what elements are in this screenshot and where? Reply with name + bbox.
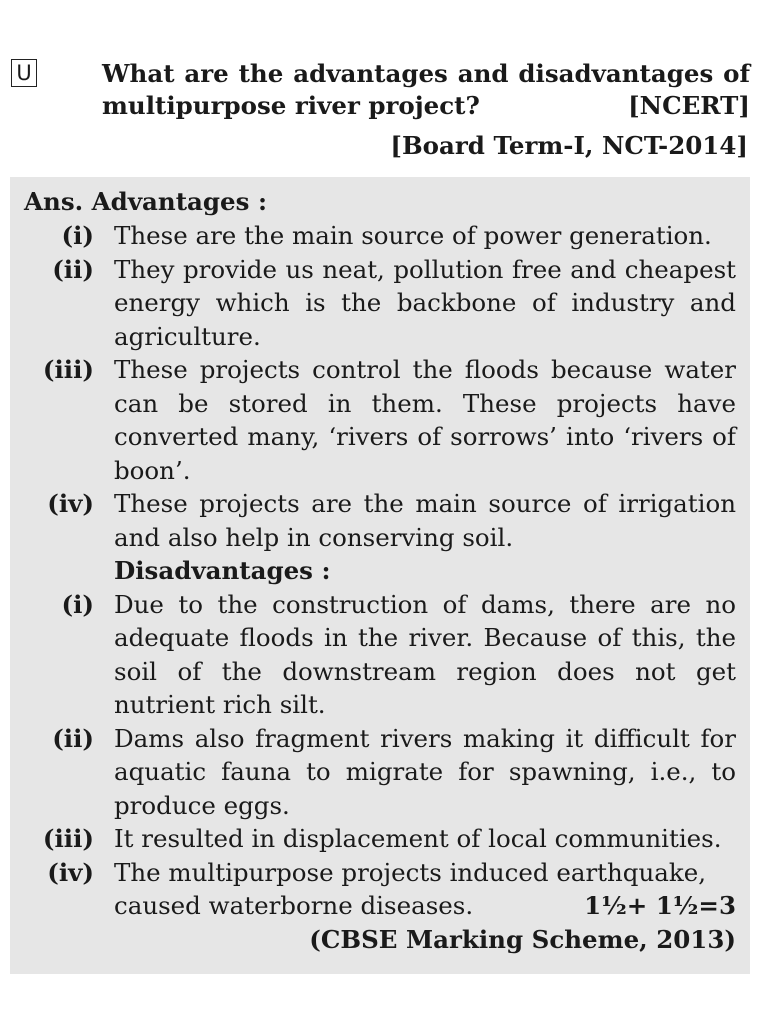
item-number: (iii) xyxy=(42,355,94,384)
item-text: It resulted in displacement of local communities. xyxy=(114,824,722,853)
advantage-item xyxy=(10,353,750,487)
disadvantage-item xyxy=(10,588,750,722)
item-number: (i) xyxy=(61,589,94,619)
item-text-continued: caused waterborne diseases. xyxy=(114,891,474,920)
question-reference-board: [Board Term-I, NCT-2014] xyxy=(390,131,748,160)
item-number: (iv) xyxy=(47,857,94,887)
item-text: These are the main source of power generation. xyxy=(114,221,712,250)
item-text: Due to the construction of dams, there are no adequate floods in the river. Because of this, the soil of the downstream region does not get nutrient rich silt. xyxy=(114,589,736,719)
item-text: The multipurpose projects induced earthquake, xyxy=(114,857,706,887)
item-text: They provide us neat, pollution free and cheapest energy which is the backbone of industry and agriculture. xyxy=(114,254,736,351)
answer-box xyxy=(10,177,750,974)
source-citation: (CBSE Marking Scheme, 2013) xyxy=(309,924,736,954)
advantage-item xyxy=(10,253,750,354)
item-number: (ii) xyxy=(52,723,94,753)
item-text: These projects are the main source of irrigation and also help in conserving soil. xyxy=(114,489,736,552)
item-text: These projects control the floods because water can be stored in them. These projects have converted many, ‘rivers of sorrows’ into ‘rivers of boon’. xyxy=(114,355,736,485)
advantage-item xyxy=(10,219,750,253)
disadvantage-item xyxy=(10,856,750,923)
question-line-1: What are the advantages and disadvantages of xyxy=(102,59,750,88)
answer-heading: Ans. Advantages : xyxy=(24,187,268,216)
disadvantage-item xyxy=(10,822,750,856)
disadvantage-item xyxy=(10,722,750,823)
advantage-item xyxy=(10,487,750,554)
marks-allocation: 1½+ 1½=3 xyxy=(584,891,736,920)
item-number: (iv) xyxy=(47,489,94,518)
item-last-line xyxy=(114,889,736,923)
item-number: (i) xyxy=(61,221,94,250)
answer-list xyxy=(10,219,750,956)
item-text: Dams also fragment rivers making it difficult for aquatic fauna to migrate for spawning, i.e., to produce eggs. xyxy=(114,723,736,820)
question-reference-ncert: [NCERT] xyxy=(628,91,750,120)
disadvantages-heading: Disadvantages : xyxy=(114,556,331,585)
question-line-2-text: multipurpose river project? xyxy=(102,91,480,120)
item-number: (ii) xyxy=(52,254,94,284)
question-type-badge: U xyxy=(11,59,37,87)
item-number: (iii) xyxy=(42,824,94,853)
question-line-2 xyxy=(102,90,750,122)
